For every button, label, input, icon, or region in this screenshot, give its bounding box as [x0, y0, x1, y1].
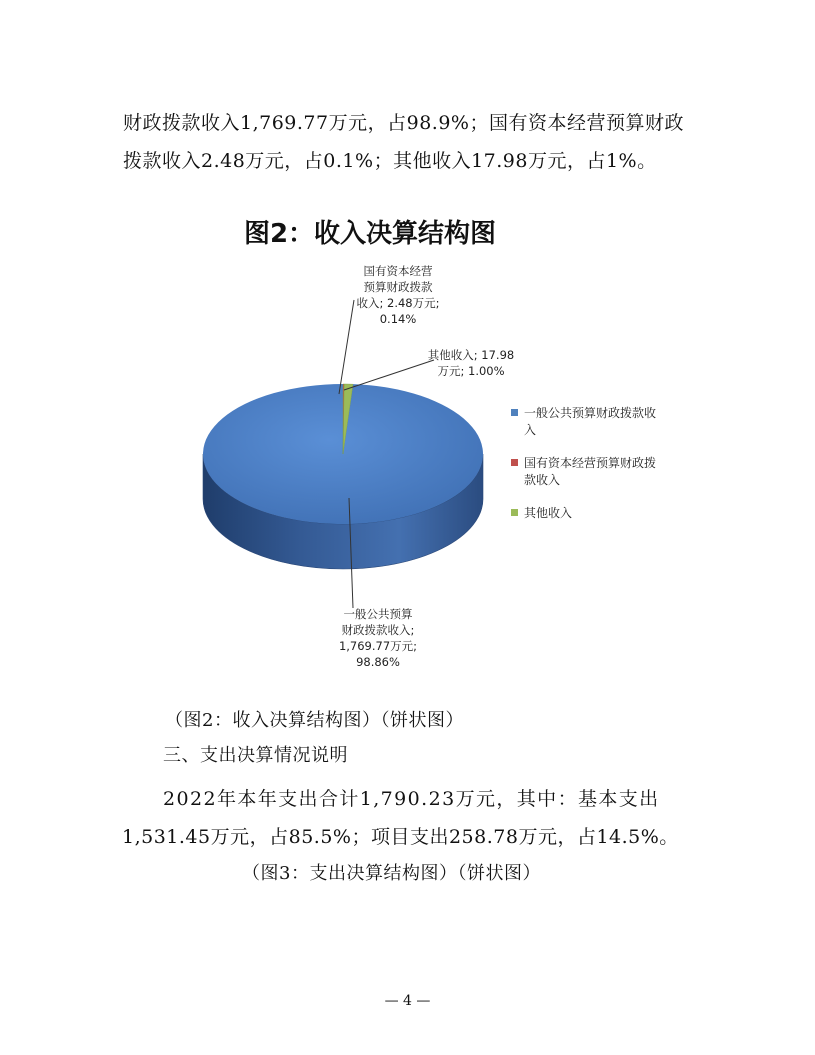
- data-label-2-line-2: 预算财政拨款: [363, 280, 433, 294]
- data-label-1-line-2: 财政拨款收入;: [341, 623, 415, 637]
- legend-label-3-line-1: 其他收入: [524, 506, 573, 520]
- data-label-1-line-4: 98.86%: [356, 655, 400, 669]
- legend-swatch-2: [511, 459, 518, 466]
- legend-label-1-line-2: 入: [524, 423, 537, 437]
- legend-label-1-line-1: 一般公共预算财政拨款收: [524, 406, 657, 420]
- paragraph-line-2: 拨款收入2.48万元，占0.1%；其他收入17.98万元，占1%。: [123, 150, 657, 172]
- chart-legend: [511, 405, 656, 520]
- figure-2-caption: （图2：收入决算结构图）（饼状图）: [165, 710, 464, 731]
- data-label-2-line-3: 收入; 2.48万元;: [356, 296, 440, 310]
- data-label-1-line-1: 一般公共预算: [343, 607, 413, 621]
- section-3-line-2: 1,531.45万元，占85.5%；项目支出258.78万元，占14.5%。: [122, 826, 679, 848]
- legend-swatch-1: [511, 409, 518, 416]
- chart-title: 图2：收入决算结构图: [243, 219, 497, 249]
- legend-label-2-line-2: 款收入: [524, 473, 561, 487]
- leader-line-2: [339, 300, 354, 394]
- leader-line-3: [344, 360, 434, 390]
- data-label-3-line-1: 其他收入; 17.98: [427, 348, 515, 362]
- pie-top-face: [203, 384, 483, 524]
- paragraph-line-1: 财政拨款收入1,769.77万元，占98.9%；国有资本经营预算财政: [123, 112, 684, 134]
- data-label-1-line-3: 1,769.77万元;: [338, 639, 418, 653]
- figure-3-caption: （图3：支出决算结构图）（饼状图）: [242, 863, 541, 884]
- legend-swatch-3: [511, 509, 518, 516]
- data-label-2-line-1: 国有资本经营: [363, 264, 433, 278]
- legend-label-2-line-1: 国有资本经营预算财政拨: [524, 456, 657, 470]
- data-label-2-line-4: 0.14%: [379, 312, 417, 326]
- income-pie-chart: [196, 208, 686, 686]
- page-number: — 4 —: [384, 993, 431, 1009]
- section-3-heading: 三、支出决算情况说明: [163, 745, 348, 766]
- section-3-line-1: 2022年本年支出合计1,790.23万元，其中：基本支出: [163, 788, 660, 810]
- data-label-3-line-2: 万元; 1.00%: [437, 364, 505, 378]
